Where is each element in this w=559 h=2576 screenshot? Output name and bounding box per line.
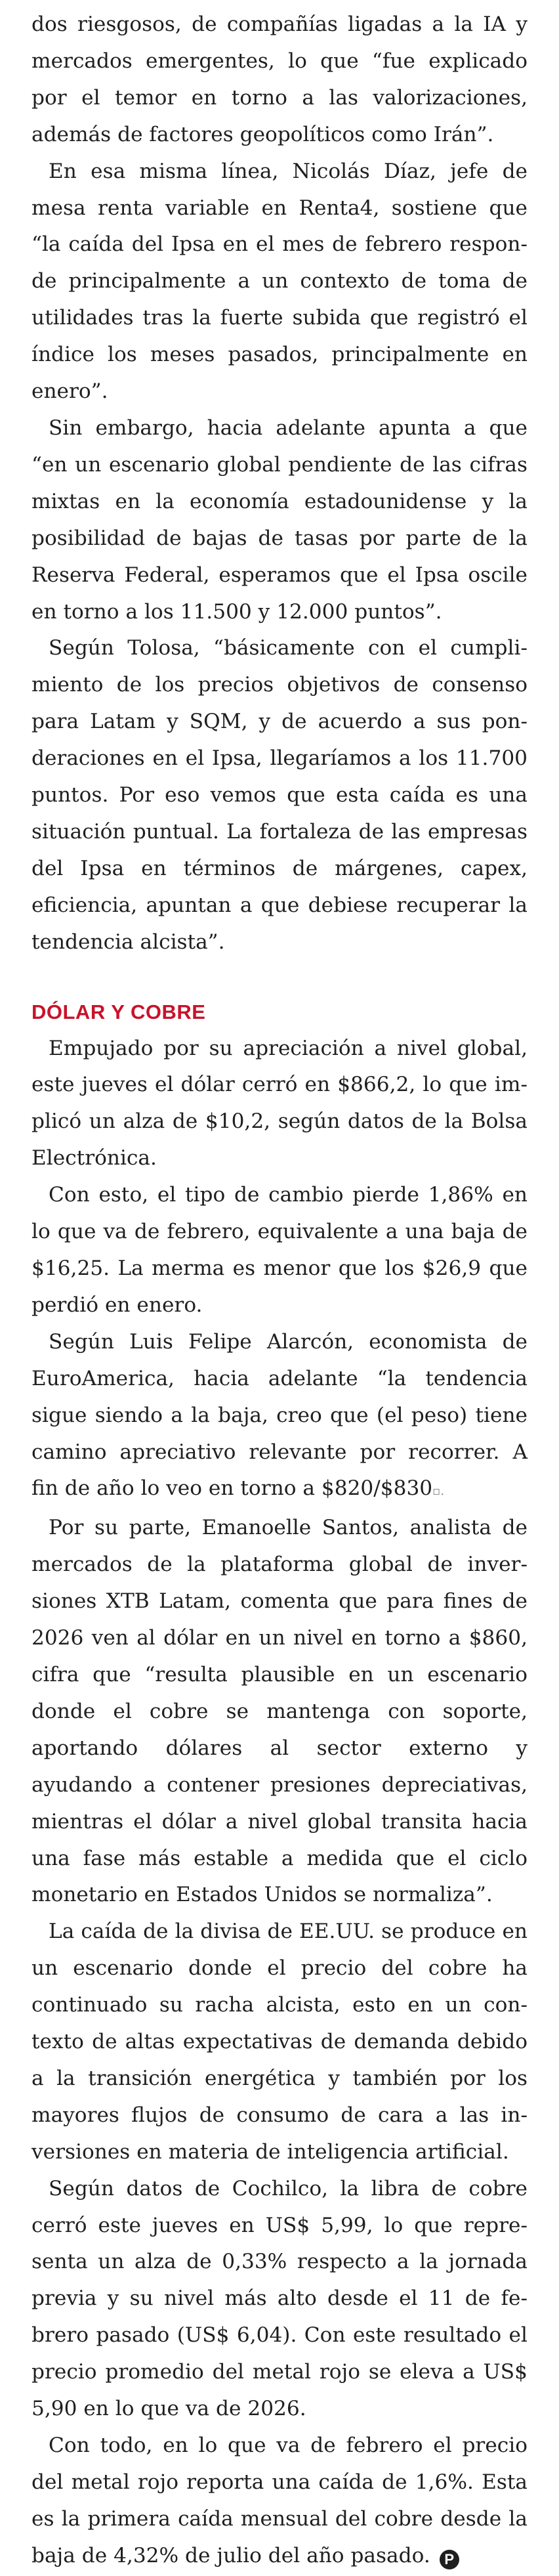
paragraph-text: Con todo, en lo que va de febrero el precio del metal rojo reporta una caída de 1,6%. Esta es la primera caída mensual del cobre desde la baja de 4,32% de julio del año pasado. [31,2434,528,2567]
paragraph: Sin embargo, hacia adelante apunta a que “en un escenario global pendiente de las cifras mixtas en la economía estadounidense y la posibilidad de bajas de tasas por parte de la Reserva Federal, esperamos que el Ipsa oscile en torno a los 11.500 y 12.000 puntos”. [31,416,528,624]
paragraph: Con esto, el tipo de cambio pierde 1,86% en lo que va de febrero, equivalente a una baja de $16,25. La merma es menor que los $26,9 que perdió en enero. [31,1183,528,1317]
article-column [31,7,528,2575]
section-subhead: DÓLAR Y COBRE [31,1000,206,1023]
paragraph: Empujado por su apreciación a nivel global, este jueves el dólar cerró en $866,2, lo que implicó un alza de $10,2, según datos de la Bolsa Electrónica. [31,1036,528,1170]
paragraph: Por su parte, Emanoelle Santos, analista de mercados de la plataforma global de inversiones XTB Latam, comenta que para fines de 2026 ven al dólar en un nivel en torno a $860, cifra que “resulta plausible en un escenario donde el cobre se mantenga con soporte, aportando dólares al sector externo y ayudando a contener presiones depreciativas, mientras el dólar a nivel global transita hacia una fase más estable a medida que el ciclo monetario en Estados Unidos se normaliza”. [31,1516,528,1907]
paragraph-text: Según Luis Felipe Alarcón, economista de EuroAmerica, hacia adelante “la tendencia sigue siendo a la baja, creo que (el peso) tiene camino apreciativo relevante por recorrer. A fin de año lo veo en torno a $820/$830 [31,1329,528,1501]
paragraph: En esa misma línea, Nicolás Díaz, jefe de mesa renta variable en Renta4, sostiene que “la caída del Ipsa en el mes de febrero responde principalmente a un contexto de toma de utilidades tras la fuerte subida que registró el índice los meses pasados, principalmente en enero”. [31,159,528,404]
paragraph: Según datos de Cochilco, la libra de cobre cerró este jueves en US$ 5,99, lo que representa un alza de 0,33% respecto a la jornada previa y su nivel más alto desde el 11 de febrero pasado (US$ 6,04). Con este resultado el precio promedio del metal rojo se eleva a US$ 5,90 en lo que va de 2026. [31,2176,528,2421]
end-of-article-icon: P [440,2550,459,2569]
paragraph: dos riesgosos, de compañías ligadas a la IA y mercados emergentes, lo que “fue explicado por el temor en torno a las valorizaciones, además de factores geopolíticos como Irán”. [31,12,528,146]
paragraph [31,2428,528,2575]
paragraph: Según Tolosa, “básicamente con el cumplimiento de los precios objetivos de consenso para Latam y SQM, y de acuerdo a sus ponderaciones en el Ipsa, llegaríamos a los 11.700 puntos. Por eso vemos que esta caída es una situación puntual. La fortaleza de las empresas del Ipsa en términos de márgenes, capex, eficiencia, apuntan a que debiese recuperar la tendencia alcista”. [31,636,528,954]
paragraph: La caída de la divisa de EE.UU. se produce en un escenario donde el precio del cobre ha continuado su racha alcista, esto en un contexto de altas expectativas de demanda debido a la transición energética y también por los mayores flujos de consumo de cara a las inversiones en materia de inteligencia artificial. [31,1920,528,2164]
paragraph [31,1324,528,1511]
quote-end-mark: ▫. [432,1484,445,1499]
